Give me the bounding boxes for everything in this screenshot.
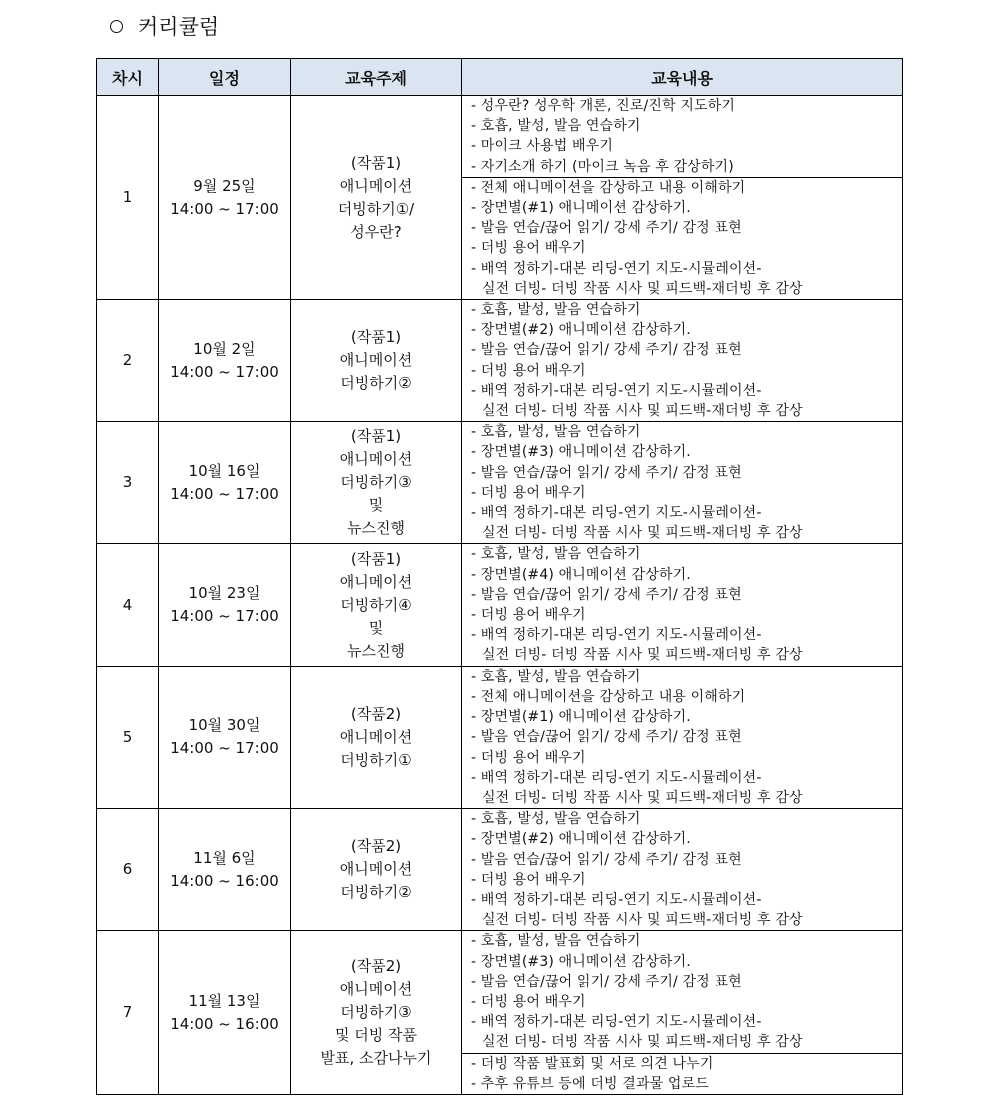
content-line: - 발음 연습/끊어 읽기/ 강세 주기/ 감정 표현 [471, 586, 742, 603]
topic-cell [291, 931, 462, 1095]
topic-line: (작품2) [350, 837, 402, 856]
content-line: - 더빙 용어 배우기 [471, 484, 586, 501]
content-line: - 배역 정하기-대본 리딩-연기 지도-시뮬레이션- [471, 1014, 762, 1031]
session-cell: 6 [97, 809, 159, 931]
topic-line: 애니메이션 [339, 351, 413, 370]
date-text: 10월 16일 [188, 461, 261, 480]
topic-line: 더빙하기③ [340, 1003, 412, 1022]
topic-line: 애니메이션 [339, 450, 413, 469]
content-block [462, 931, 902, 1052]
content-line: 실전 더빙- 더빙 작품 시사 및 피드백-재더빙 후 감상 [482, 525, 803, 542]
content-line: - 발음 연습/끊어 읽기/ 강세 주기/ 감정 표현 [471, 220, 742, 237]
topic-line: 더빙하기② [340, 883, 412, 902]
date-cell [159, 809, 291, 931]
content-cell [462, 300, 903, 422]
content-line: - 배역 정하기-대본 리딩-연기 지도-시뮬레이션- [471, 260, 762, 277]
content-line: - 더빙 용어 배우기 [471, 993, 586, 1010]
content-line: 실전 더빙- 더빙 작품 시사 및 피드백-재더빙 후 감상 [482, 789, 803, 806]
topic-line: 및 더빙 작품 [335, 1026, 417, 1045]
content-line: 실전 더빙- 더빙 작품 시사 및 피드백-재더빙 후 감상 [482, 647, 803, 664]
content-line: - 배역 정하기-대본 리딩-연기 지도-시뮬레이션- [471, 769, 762, 786]
content-line: - 발음 연습/끊어 읽기/ 강세 주기/ 감정 표현 [471, 464, 742, 481]
content-line: - 배역 정하기-대본 리딩-연기 지도-시뮬레이션- [471, 627, 762, 644]
date-text: 10월 2일 [193, 339, 256, 358]
content-line: - 호흡, 발성, 발음 연습하기 [471, 546, 641, 563]
date-text: 11월 13일 [188, 991, 261, 1010]
topic-line: 더빙하기③ [340, 473, 412, 492]
time-text: 14:00 ~ 17:00 [170, 484, 279, 503]
topic-cell [291, 666, 462, 808]
topic-line: 뉴스진행 [347, 519, 405, 538]
content-block [462, 667, 902, 808]
content-line: - 장면별(#1) 애니메이션 감상하기. [471, 709, 691, 726]
table-row [97, 931, 903, 1095]
content-block [462, 544, 902, 665]
date-cell [159, 544, 291, 666]
topic-line: 애니메이션 [339, 860, 413, 879]
content-line: - 장면별(#2) 애니메이션 감상하기. [471, 831, 691, 848]
table-row [97, 809, 903, 931]
content-cell [462, 931, 903, 1095]
content-block [462, 422, 902, 543]
header-session: 차시 [97, 59, 159, 96]
date-cell [159, 666, 291, 808]
topic-line: 발표, 소감나누기 [320, 1049, 432, 1068]
table-row [97, 544, 903, 666]
content-block [462, 809, 902, 930]
content-line: - 전체 애니메이션을 감상하고 내용 이해하기 [471, 688, 746, 705]
content-line: - 배역 정하기-대본 리딩-연기 지도-시뮬레이션- [471, 891, 762, 908]
date-cell [159, 96, 291, 300]
content-line: - 장면별(#4) 애니메이션 감상하기. [471, 566, 691, 583]
content-line: - 성우란? 성우학 개론, 진로/진학 지도하기 [471, 98, 736, 114]
table-row [97, 300, 903, 422]
content-cell [462, 809, 903, 931]
header-content: 교육내용 [462, 59, 903, 96]
topic-line: (작품1) [350, 153, 402, 172]
topic-line: 애니메이션 [339, 572, 413, 591]
content-line: - 마이크 사용법 배우기 [471, 138, 614, 155]
session-cell: 1 [97, 96, 159, 300]
content-line: - 더빙 용어 배우기 [471, 607, 586, 624]
content-line: - 발음 연습/끊어 읽기/ 강세 주기/ 감정 표현 [471, 729, 742, 746]
content-cell [462, 544, 903, 666]
topic-cell [291, 422, 462, 544]
content-line: 실전 더빙- 더빙 작품 시사 및 피드백-재더빙 후 감상 [482, 912, 803, 929]
content-line: - 호흡, 발성, 발음 연습하기 [471, 811, 641, 828]
content-line: - 장면별(#3) 애니메이션 감상하기. [471, 953, 691, 970]
header-row [97, 59, 903, 96]
time-text: 14:00 ~ 17:00 [170, 362, 279, 381]
table-row [97, 96, 903, 300]
date-text: 10월 30일 [188, 716, 261, 735]
header-date: 일정 [159, 59, 291, 96]
content-line: - 더빙 용어 배우기 [471, 871, 586, 888]
topic-line: 및 [368, 618, 384, 637]
curriculum-table [96, 58, 903, 1095]
topic-cell [291, 96, 462, 300]
date-cell [159, 300, 291, 422]
time-text: 14:00 ~ 17:00 [170, 607, 279, 626]
topic-line: (작품1) [350, 328, 402, 347]
content-line: - 배역 정하기-대본 리딩-연기 지도-시뮬레이션- [471, 505, 762, 522]
time-text: 14:00 ~ 16:00 [170, 871, 279, 890]
content-block [462, 96, 902, 177]
table-row [97, 666, 903, 808]
topic-line: 뉴스진행 [347, 641, 405, 660]
topic-line: 및 [368, 496, 384, 515]
content-line: - 발음 연습/끊어 읽기/ 강세 주기/ 감정 표현 [471, 973, 742, 990]
session-cell: 5 [97, 666, 159, 808]
content-cell [462, 666, 903, 808]
topic-line: 애니메이션 [339, 727, 413, 746]
date-text: 11월 6일 [193, 848, 256, 867]
topic-line: 애니메이션 [339, 176, 413, 195]
topic-cell [291, 544, 462, 666]
content-line: - 더빙 용어 배우기 [471, 362, 586, 379]
content-line: - 호흡, 발성, 발음 연습하기 [471, 302, 641, 319]
section-title: 커리큘럼 [138, 15, 220, 39]
hollow-circle-icon [110, 20, 123, 33]
topic-cell [291, 300, 462, 422]
content-line: - 호흡, 발성, 발음 연습하기 [471, 668, 641, 685]
header-topic: 교육주제 [291, 59, 462, 96]
time-text: 14:00 ~ 17:00 [170, 199, 279, 218]
session-cell: 7 [97, 931, 159, 1095]
content-line: - 배역 정하기-대본 리딩-연기 지도-시뮬레이션- [471, 382, 762, 399]
content-block [462, 177, 902, 299]
content-block [462, 300, 902, 421]
session-cell: 2 [97, 300, 159, 422]
time-text: 14:00 ~ 17:00 [170, 739, 279, 758]
content-line: - 호흡, 발성, 발음 연습하기 [471, 118, 641, 135]
topic-line: 더빙하기④ [340, 595, 412, 614]
topic-line: (작품2) [350, 704, 402, 723]
date-cell [159, 422, 291, 544]
content-block [462, 1053, 902, 1094]
topic-line: 애니메이션 [339, 980, 413, 999]
content-line: - 추후 유튜브 등에 더빙 결과물 업로드 [471, 1075, 709, 1092]
topic-line: 더빙하기①/ [337, 199, 415, 218]
content-line: - 더빙 용어 배우기 [471, 749, 586, 766]
content-line: - 장면별(#2) 애니메이션 감상하기. [471, 322, 691, 339]
content-line: - 호흡, 발성, 발음 연습하기 [471, 933, 641, 950]
date-cell [159, 931, 291, 1095]
topic-line: 더빙하기② [340, 374, 412, 393]
session-cell: 3 [97, 422, 159, 544]
content-line: - 장면별(#1) 애니메이션 감상하기. [471, 200, 691, 217]
content-line: - 더빙 용어 배우기 [471, 240, 586, 257]
content-line: - 발음 연습/끊어 읽기/ 강세 주기/ 감정 표현 [471, 851, 742, 868]
content-line: - 장면별(#3) 애니메이션 감상하기. [471, 444, 691, 461]
content-line: 실전 더빙- 더빙 작품 시사 및 피드백-재더빙 후 감상 [482, 1034, 803, 1051]
topic-line: 성우란? [350, 222, 402, 241]
content-line: - 전체 애니메이션을 감상하고 내용 이해하기 [471, 179, 746, 196]
topic-line: (작품1) [350, 549, 402, 568]
session-cell: 4 [97, 544, 159, 666]
time-text: 14:00 ~ 16:00 [170, 1014, 279, 1033]
content-cell [462, 422, 903, 544]
date-text: 9월 25일 [193, 176, 256, 195]
content-cell [462, 96, 903, 300]
content-line: - 발음 연습/끊어 읽기/ 강세 주기/ 감정 표현 [471, 342, 742, 359]
table-row [97, 422, 903, 544]
content-line: 실전 더빙- 더빙 작품 시사 및 피드백-재더빙 후 감상 [482, 280, 803, 297]
content-line: - 호흡, 발성, 발음 연습하기 [471, 424, 641, 441]
topic-line: (작품2) [350, 957, 402, 976]
date-text: 10월 23일 [188, 584, 261, 603]
content-line: - 더빙 작품 발표회 및 서로 의견 나누기 [471, 1055, 714, 1072]
content-line: 실전 더빙- 더빙 작품 시사 및 피드백-재더빙 후 감상 [482, 403, 803, 420]
topic-line: 더빙하기① [340, 750, 412, 769]
section-heading [110, 6, 219, 46]
topic-cell [291, 809, 462, 931]
topic-line: (작품1) [350, 427, 402, 446]
content-line: - 자기소개 하기 (마이크 녹음 후 감상하기) [471, 158, 734, 175]
